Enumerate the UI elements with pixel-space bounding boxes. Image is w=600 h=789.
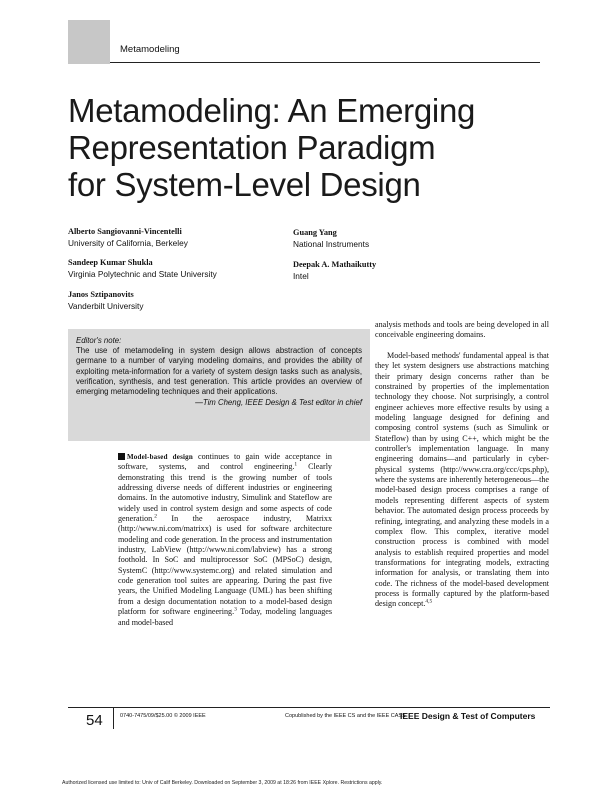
- header-rule: [110, 62, 540, 63]
- title-line-2: Representation Paradigm: [68, 129, 436, 166]
- editors-note-box: [68, 329, 370, 441]
- title-line-3: for System-Level Design: [68, 166, 421, 203]
- article-title: [68, 92, 548, 203]
- citation: 4,5: [425, 598, 433, 605]
- footer-rule: [68, 707, 550, 708]
- author-block: [68, 227, 188, 248]
- section-square-icon: [118, 453, 125, 460]
- copublished-note: Copublished by the IEEE CS and the IEEE CASS: [285, 713, 406, 719]
- paragraph-text: Model-based methods' fundamental appeal is that they let system designers use abstractions matching their primary design concerns rather than be constrained by properties of the implementation technology they choose. Not surprisingly, a control engineer achieves more effective results by using a modeling language designed for defining and composing control systems (such as Simulink or Stateflow) than by using C++, which might be the controller's implementation language. In many engineering domains—and particularly in cyber-physical systems (http://www.cra.org/ccc/cps.php), where the systems are inherently heterogeneous—the model-based design process comprises a range of models representing different aspects of system behavior. The automated design process proceeds by refining, integrating, and analyzing these models in a complex flow. This complex, iterative model construction process is combined with model analysis to establish required properties and model transformations for integrating models, extracting information for analysis, or translating them into code. The richness of the model-based development process is formally captured by the platform-based design concept.: [375, 351, 549, 609]
- paragraph-text: continues to gain wide acceptance in software, systems, and control engineering.: [118, 452, 332, 472]
- author-affiliation: Virginia Polytechnic and State University: [68, 268, 217, 279]
- running-header: Metamodeling: [120, 44, 180, 55]
- header-corner-block: [68, 20, 110, 64]
- author-block: [68, 258, 217, 279]
- author-affiliation: Vanderbilt University: [68, 300, 144, 311]
- editors-note-signature: [76, 398, 362, 408]
- signature-name: —Tim Cheng, IEEE Design & Test: [195, 398, 316, 408]
- body-paragraph: [118, 452, 332, 628]
- citation: 2: [154, 513, 157, 520]
- journal-name: IEEE Design & Test of Computers: [400, 711, 536, 721]
- author-name: Deepak A. Mathaikutty: [293, 260, 377, 269]
- author-affiliation: Intel: [293, 270, 309, 281]
- author-affiliation: National Instruments: [293, 238, 370, 249]
- author-block: [293, 228, 369, 249]
- body-paragraph-continued: analysis methods and tools are being developed in all conceivable engineering domains.: [375, 320, 549, 340]
- author-name: Guang Yang: [293, 228, 337, 237]
- body-column-right: [375, 351, 549, 610]
- paragraph-text: In the aerospace industry, Matrixx (http://www.ni.com/matrixx) is used for software architecture modeling and code generation. In the process and instrumentation industry, LabView (http://www.ni.com/labview) has a strong foothold. In SoC and multiprocessor SoC (MPSoC) design, SystemC (http://www.systemc.org) and related simulation and code generation tool suites are appearing. During the past five years, the Unified Modeling Language (UML) has been shifting from a design documentation notation to a model-based design platform for software engineering.: [118, 514, 332, 617]
- issn-copyright: 0740-7475/09/$25.00 © 2009 IEEE: [120, 713, 206, 719]
- license-notice: Authorized licensed use limited to: Univ of Calif Berkeley. Downloaded on September 3, 2009 at 18:26 from IEEE Xplore. Restrictions apply.: [62, 780, 383, 786]
- citation: 1: [294, 461, 298, 468]
- body-paragraph: [375, 351, 549, 610]
- signature-role: editor in chief: [315, 398, 362, 408]
- title-line-1: Metamodeling: An Emerging: [68, 92, 476, 129]
- citation: 3: [234, 606, 237, 613]
- footer-page-divider: [113, 707, 114, 729]
- author-name: Sandeep Kumar Shukla: [68, 258, 153, 267]
- author-name: Alberto Sangiovanni-Vincentelli: [68, 227, 182, 236]
- body-column-right-top: [375, 320, 549, 341]
- body-column-left: [118, 452, 332, 628]
- author-affiliation: University of California, Berkeley: [68, 237, 188, 248]
- editors-note-body: The use of metamodeling in system design allows abstraction of concepts germane to a number of varying modeling domains, and provides the ability of exploiting meta-information for a variety of system design tasks such as analysis, verification, synthesis, and test generation. This article provides an overview of emerging metamodeling techniques and their applications.: [76, 346, 362, 397]
- author-block: [68, 290, 143, 311]
- editors-note-heading: Editor's note:: [76, 336, 122, 345]
- paragraph-text: Today, modeling languages and model-based: [118, 607, 332, 627]
- author-name: Janos Sztipanovits: [68, 290, 134, 299]
- lead-smallcaps: Model-based design: [127, 453, 193, 461]
- paragraph-text: Clearly demonstrating this trend is the growing number of tools addressing diverse needs of different industries or engineering domains. In the automotive industry, Simulink and Stateflow are widely used in control system design and some aspects of code generation.: [118, 462, 332, 524]
- page-number: 54: [86, 712, 103, 729]
- author-block: [293, 260, 376, 281]
